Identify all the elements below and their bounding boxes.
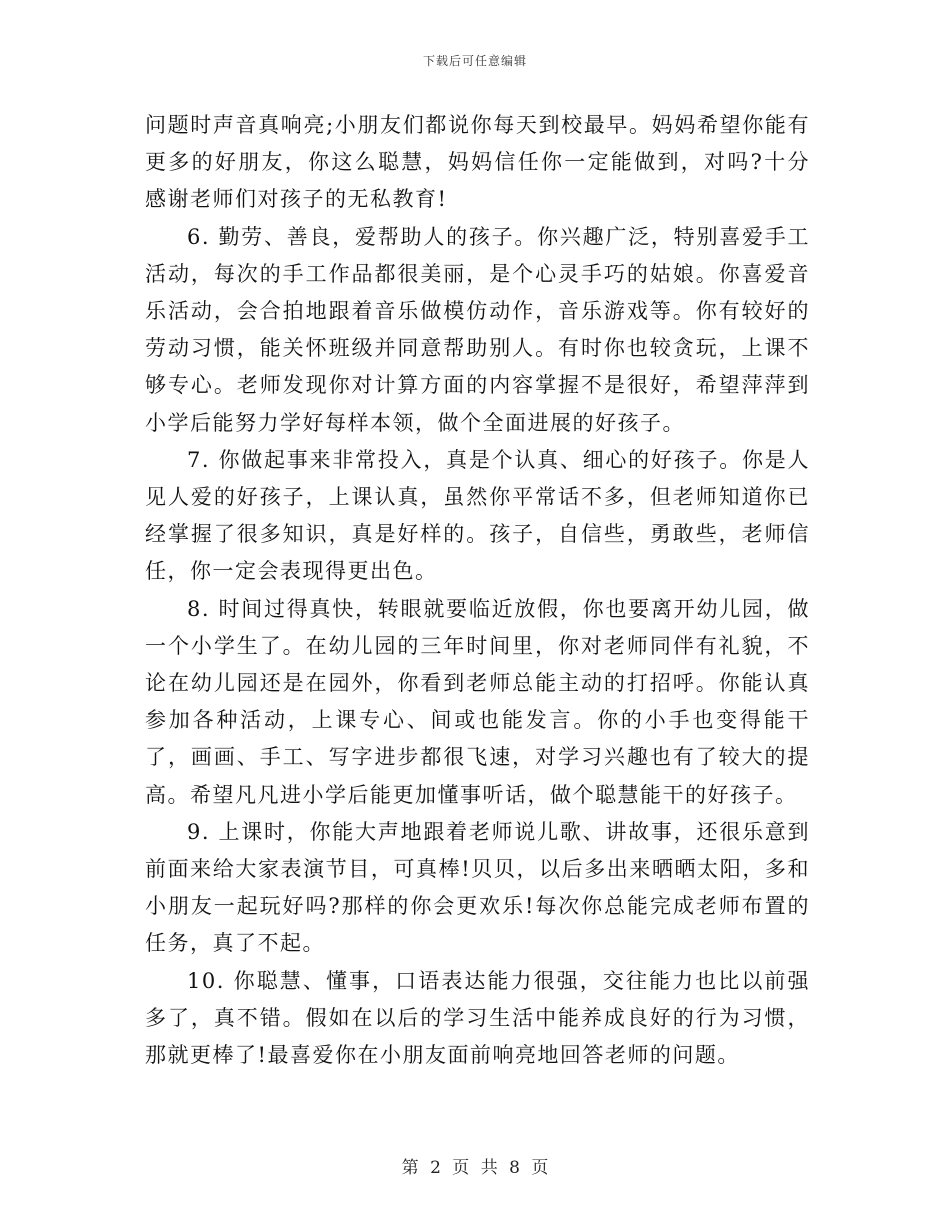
- document-body: [145, 107, 810, 1074]
- page-number: 第 2 页 共 8 页: [401, 1158, 549, 1178]
- paragraph-item-6: 6. 勤劳、善良，爱帮助人的孩子。你兴趣广泛，特别喜爱手工活动，每次的手工作品都很美丽，是个心灵手巧的姑娘。你喜爱音乐活动，会合拍地跟着音乐做模仿动作，音乐游戏等。你有较好的劳动习惯，能关怀班级并同意帮助别人。有时你也较贪玩，上课不够专心。老师发现你对计算方面的内容掌握不是很好，希望萍萍到小学后能努力学好每样本领，做个全面进展的好孩子。: [145, 224, 810, 435]
- paragraph-item-8: 8. 时间过得真快，转眼就要临近放假，你也要离开幼儿园，做一个小学生了。在幼儿园的三年时间里，你对老师同伴有礼貌，不论在幼儿园还是在园外，你看到老师总能主动的打招呼。你能认真参加各种活动，上课专心、间或也能发言。你的小手也变得能干了，画画、手工、写字进步都很飞速，对学习兴趣也有了较大的提高。希望凡凡进小学后能更加懂事听话，做个聪慧能干的好孩子。: [145, 596, 810, 807]
- paragraph-continued: 问题时声音真响亮;小朋友们都说你每天到校最早。妈妈希望你能有更多的好朋友，你这么聪慧，妈妈信任你一定能做到，对吗?十分感谢老师们对孩子的无私教育!: [145, 113, 810, 212]
- paragraph-item-10: 10. 你聪慧、懂事，口语表达能力很强，交往能力也比以前强多了，真不错。假如在以后的学习生活中能养成良好的行为习惯，那就更棒了!最喜爱你在小朋友面前响亮地回答老师的问题。: [145, 968, 810, 1068]
- paragraph-item-7: 7. 你做起事来非常投入，真是个认真、细心的好孩子。你是人见人爱的好孩子，上课认真，虽然你平常话不多，但老师知道你已经掌握了很多知识，真是好样的。孩子，自信些，勇敢些，老师信任，你一定会表现得更出色。: [145, 447, 810, 584]
- paragraph-item-9: 9. 上课时，你能大声地跟着老师说儿歌、讲故事，还很乐意到前面来给大家表演节目，可真棒!贝贝，以后多出来晒晒太阳，多和小朋友一起玩好吗?那样的你会更欢乐!每次你总能完成老师布置的任务，真了不起。: [145, 819, 810, 956]
- page-header: 下载后可任意编辑: [422, 54, 527, 68]
